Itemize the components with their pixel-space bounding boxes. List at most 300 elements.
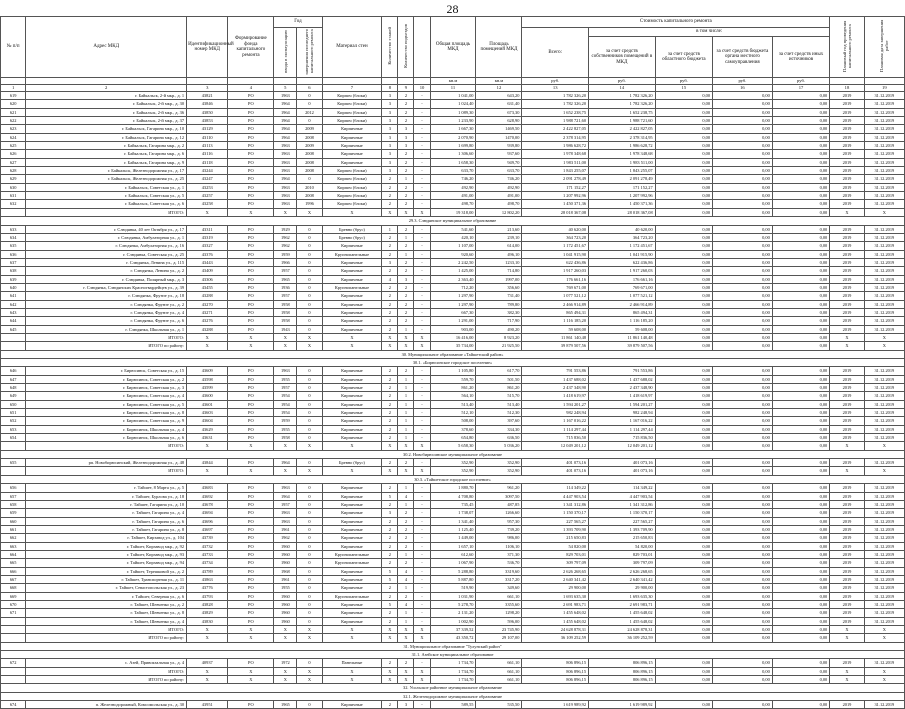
table-cell: X — [398, 208, 414, 216]
table-cell: - — [414, 484, 430, 492]
table-cell: Кирпичные — [322, 150, 382, 158]
table-cell: 1963 — [274, 158, 297, 166]
table-cell: 0 — [297, 275, 322, 283]
table-cell: 2019 — [830, 275, 864, 283]
table-cell: 0,00 — [772, 584, 829, 592]
table-cell: 1 782 326,20 — [589, 92, 656, 100]
table-cell: 1 — [398, 617, 414, 625]
table-cell: X — [830, 634, 864, 642]
table-cell: 28 018 367,08 — [522, 208, 589, 216]
table-cell: X — [830, 467, 864, 475]
table-cell: РО — [228, 308, 274, 316]
table-cell: г. Байкальск, Советская ул., д. 1 — [26, 183, 187, 191]
table-cell: 2019 — [830, 200, 864, 208]
table-row — [1, 183, 905, 191]
table-cell: 2 — [382, 484, 398, 492]
table-cell: 2 — [398, 308, 414, 316]
table-cell: 1 031,90 — [430, 592, 476, 600]
table-cell: 43257 — [187, 192, 228, 200]
table-cell: X — [382, 208, 398, 216]
table-cell: 0,00 — [713, 325, 773, 333]
table-cell: 420,10 — [430, 233, 476, 241]
table-cell: 0,00 — [713, 92, 773, 100]
table-cell: 2 — [398, 150, 414, 158]
table-cell: 2 378 314,95 — [589, 133, 656, 141]
table-cell: 31.12.2019 — [864, 575, 904, 583]
table-cell: 2019 — [830, 250, 864, 258]
table-cell: 43829 — [187, 609, 228, 617]
table-cell: Кирпичные — [322, 575, 382, 583]
table-cell: Кирпичные — [322, 517, 382, 525]
table-cell: - — [414, 100, 430, 108]
table-cell: 31.12.2019 — [864, 559, 904, 567]
table-cell: - — [414, 267, 430, 275]
table-cell: 2 — [382, 542, 398, 550]
total-row — [1, 342, 905, 350]
table-cell: 631,40 — [476, 100, 522, 108]
col-incl: в том числе: — [589, 28, 830, 37]
table-cell: 12 049 201,12 — [522, 442, 589, 450]
table-cell: 2019 — [830, 542, 864, 550]
table-cell: 40 620,00 — [522, 225, 589, 233]
table-cell: 31.12.2019 — [864, 250, 904, 258]
table-cell: п. Железнодорожный, Комсомольская ул., д. 30 — [26, 701, 187, 709]
table-cell: ИТОГО: — [26, 626, 187, 634]
table-cell: - — [414, 200, 430, 208]
table-cell: 0,00 — [713, 208, 773, 216]
table-cell: 43376 — [187, 250, 228, 258]
table-cell: РО — [228, 167, 274, 175]
table-cell: 619 — [1, 92, 26, 100]
table-cell: 4 447 903,54 — [589, 492, 656, 500]
table-cell: 43793 — [187, 592, 228, 600]
table-cell: 1 667,30 — [430, 125, 476, 133]
table-cell: 0,00 — [655, 559, 712, 567]
table-cell: 31.12.2019 — [864, 150, 904, 158]
table-cell: 501,50 — [476, 375, 522, 383]
table-cell: г. Бирюсинск, Советская ул., д. 5 — [26, 400, 187, 408]
table-row — [1, 525, 905, 533]
table-cell: 0,00 — [772, 208, 829, 216]
table-cell: 4 — [382, 275, 398, 283]
table-cell: РО — [228, 150, 274, 158]
table-cell: 1 114 297,44 — [522, 425, 589, 433]
table-cell: 630 — [1, 183, 26, 191]
table-cell: 0,00 — [772, 667, 829, 675]
table-cell: г. Байкальск, 2-й мкр., д. 36 — [26, 108, 187, 116]
table-cell: 0,00 — [772, 467, 829, 475]
table-cell: X — [297, 626, 322, 634]
table-cell: - — [414, 417, 430, 425]
table-cell: 731,40 — [476, 292, 522, 300]
table-cell: 31.12.2019 — [864, 283, 904, 291]
table-cell: РО — [228, 609, 274, 617]
table-cell: 1 880,70 — [430, 484, 476, 492]
table-cell: РО — [228, 400, 274, 408]
table-cell: 0,00 — [713, 250, 773, 258]
table-cell: 1963 — [274, 92, 297, 100]
table-cell: 0,00 — [713, 317, 773, 325]
total-row — [1, 626, 905, 634]
table-cell: 559,70 — [430, 375, 476, 383]
table-row — [1, 617, 905, 625]
table-cell: 646 — [1, 367, 26, 375]
table-cell: РО — [228, 233, 274, 241]
table-cell: 0,00 — [655, 417, 712, 425]
table-cell: Кирпичные — [322, 242, 382, 250]
table-cell: 40937 — [187, 659, 228, 667]
table-cell: 0,00 — [713, 434, 773, 442]
table-cell: 653 — [1, 425, 26, 433]
table-cell: 0 — [297, 242, 322, 250]
table-cell: 2 — [398, 117, 414, 125]
table-cell: 1 341,40 — [430, 517, 476, 525]
table-cell: 2 — [382, 375, 398, 383]
table-cell: 2019 — [830, 584, 864, 592]
table-cell: Кирпичные — [322, 142, 382, 150]
table-cell: Кирпичные — [322, 609, 382, 617]
table-cell: 0,00 — [713, 258, 773, 266]
table-cell: 617,70 — [476, 367, 522, 375]
table-cell: 0,00 — [655, 367, 712, 375]
table-row — [1, 701, 905, 709]
table-cell: 661,10 — [476, 659, 522, 667]
table-row — [1, 308, 905, 316]
table-cell: 2019 — [830, 242, 864, 250]
table-cell: X — [382, 333, 398, 341]
table-cell: 0,00 — [772, 183, 829, 191]
table-cell: 31.12.2019 — [864, 325, 904, 333]
table-cell: Кирпич (блоки) — [322, 192, 382, 200]
table-cell: РО — [228, 417, 274, 425]
table-cell: 0,00 — [713, 367, 773, 375]
table-cell: 309 797,09 — [589, 559, 656, 567]
table-cell: 3 — [382, 158, 398, 166]
table-cell: 622 436,86 — [522, 258, 589, 266]
table-cell: 43844 — [187, 459, 228, 467]
table-cell: 903,00 — [430, 325, 476, 333]
table-cell: 0,00 — [655, 300, 712, 308]
table-cell: 2 — [382, 592, 398, 600]
col-total-area: Общая площадь МКД — [430, 17, 476, 78]
table-cell: РО — [228, 325, 274, 333]
table-cell: X — [382, 342, 398, 350]
table-cell: 0,00 — [713, 192, 773, 200]
col-entrances: Количество подъездов — [398, 17, 414, 78]
table-cell: 8 923,20 — [476, 333, 522, 341]
table-cell: 2 — [382, 392, 398, 400]
table-cell: 621 — [1, 108, 26, 116]
table-cell: - — [414, 242, 430, 250]
table-cell: X — [228, 634, 274, 642]
table-cell: 1964 — [274, 117, 297, 125]
table-cell: 2 — [398, 559, 414, 567]
table-cell: 2012 — [297, 108, 322, 116]
table-cell: г. Бирюсинск, Советская ул., д. 8 — [26, 409, 187, 417]
table-cell: 2 — [398, 183, 414, 191]
section-label: 32. Усольское районное муниципальное образование — [1, 684, 905, 692]
table-cell: 829 703,01 — [522, 550, 589, 558]
column-number: 18 — [830, 85, 864, 92]
table-cell: г. Тайшет, Северная ул., д. 6 — [26, 592, 187, 600]
table-cell: 43319 — [187, 233, 228, 241]
table-cell: 789,80 — [476, 300, 522, 308]
table-cell: РО — [228, 367, 274, 375]
table-cell: 0 — [297, 283, 322, 291]
table-cell: 3 — [382, 92, 398, 100]
table-cell: X — [228, 626, 274, 634]
table-cell: 1957 — [274, 384, 297, 392]
table-cell: 1962 — [274, 534, 297, 542]
table-cell: 1 983 511,00 — [589, 158, 656, 166]
table-cell: 1960 — [274, 550, 297, 558]
table-cell: X — [274, 626, 297, 634]
table-cell: Кирпичные — [322, 133, 382, 141]
table-cell: 2019 — [830, 225, 864, 233]
table-cell: 1 024,40 — [430, 100, 476, 108]
table-cell: г. Байкальск, Советская ул., д. 5 — [26, 192, 187, 200]
table-cell: 31.12.2019 — [864, 417, 904, 425]
table-cell: 0,00 — [772, 117, 829, 125]
table-cell: 0,00 — [655, 500, 712, 508]
table-cell: 4 — [398, 575, 414, 583]
table-cell: - — [414, 559, 430, 567]
table-cell: X — [228, 442, 274, 450]
table-cell: 43846 — [187, 100, 228, 108]
table-cell: 0,00 — [772, 425, 829, 433]
table-cell: X — [830, 342, 864, 350]
table-row — [1, 150, 905, 158]
table-cell: 5 — [382, 492, 398, 500]
table-cell: 0,00 — [713, 617, 773, 625]
table-cell: РО — [228, 292, 274, 300]
column-numbers-row — [1, 85, 905, 92]
table-cell: 1 652 238,75 — [589, 108, 656, 116]
table-cell: 0,00 — [772, 492, 829, 500]
table-cell: 0,00 — [772, 250, 829, 258]
table-cell: 0 — [297, 92, 322, 100]
table-cell: 0,00 — [713, 609, 773, 617]
table-cell: 1 455 648,02 — [522, 617, 589, 625]
table-cell: 2019 — [830, 367, 864, 375]
table-cell: 536,70 — [476, 559, 522, 567]
table-cell: 31.12.2019 — [864, 509, 904, 517]
table-cell: 2 — [398, 525, 414, 533]
table-cell: 31.12.2019 — [864, 308, 904, 316]
table-cell: X — [398, 667, 414, 675]
table-cell: 31.12.2019 — [864, 125, 904, 133]
table-cell: Кирпичные — [322, 392, 382, 400]
table-cell: 2 — [382, 267, 398, 275]
table-cell: 43276 — [187, 317, 228, 325]
table-cell: 0,00 — [655, 667, 712, 675]
table-cell: 0,00 — [772, 509, 829, 517]
table-cell: 1 002,90 — [430, 617, 476, 625]
table-cell: 662 — [1, 534, 26, 542]
table-cell: 0,00 — [655, 467, 712, 475]
table-cell: Кирпичные — [322, 300, 382, 308]
table-cell: 2 — [382, 584, 398, 592]
table-cell: 5 288,80 — [430, 567, 476, 575]
table-cell: РО — [228, 200, 274, 208]
table-cell — [1, 467, 26, 475]
table-cell: - — [414, 250, 430, 258]
table-cell: 661,10 — [476, 667, 522, 675]
table-cell: X — [297, 442, 322, 450]
table-cell: 1 843 255,07 — [589, 167, 656, 175]
table-row — [1, 117, 905, 125]
table-cell: 1 986 628,72 — [589, 142, 656, 150]
table-cell: 31.12.2019 — [864, 133, 904, 141]
table-cell: 0,00 — [772, 133, 829, 141]
column-number: 2 — [26, 85, 187, 92]
table-cell: РО — [228, 584, 274, 592]
table-cell: 2 — [382, 325, 398, 333]
table-cell: - — [414, 525, 430, 533]
table-cell: РО — [228, 225, 274, 233]
table-cell: 2 — [382, 308, 398, 316]
table-cell: X — [864, 208, 904, 216]
table-cell: 43244 — [187, 167, 228, 175]
table-cell: РО — [228, 459, 274, 467]
table-cell: 43850 — [187, 108, 228, 116]
table-cell: Кирпичные — [322, 484, 382, 492]
table-cell: 628,90 — [476, 117, 522, 125]
table-cell: - — [414, 542, 430, 550]
table-cell: X — [297, 342, 322, 350]
table-cell: 658 — [1, 500, 26, 508]
table-cell: 0,00 — [772, 626, 829, 634]
table-cell: 1968 — [274, 567, 297, 575]
table-cell: 1 693 635,30 — [589, 592, 656, 600]
table-cell: 1958 — [274, 300, 297, 308]
table-cell: 0,00 — [713, 142, 773, 150]
table-cell: РО — [228, 125, 274, 133]
table-cell: X — [322, 626, 382, 634]
table-row — [1, 233, 905, 241]
table-cell: X — [414, 467, 430, 475]
table-cell: 0,00 — [772, 292, 829, 300]
table-cell: 2019 — [830, 142, 864, 150]
table-cell: 791 553,86 — [589, 367, 656, 375]
table-cell: Кирпичные — [322, 417, 382, 425]
table-cell: 43129 — [187, 125, 228, 133]
table-cell: 176 661,16 — [589, 275, 656, 283]
table-cell: 0,00 — [772, 142, 829, 150]
table-cell: 31.12.2019 — [864, 117, 904, 125]
table-cell: X — [228, 676, 274, 684]
section-label: 29.3. Слюдянское муниципальное образование — [1, 217, 905, 225]
table-cell: 769 671,00 — [589, 283, 656, 291]
table-cell: Бревно (брус) — [322, 459, 382, 467]
table-cell: 0,00 — [713, 484, 773, 492]
table-cell: 0,00 — [655, 600, 712, 608]
col-id: Идентификационный номер МКД — [187, 17, 228, 78]
table-cell: 0,00 — [713, 108, 773, 116]
table-cell: 2019 — [830, 283, 864, 291]
table-cell: 0,00 — [713, 333, 773, 341]
table-cell: 364 723,20 — [589, 233, 656, 241]
table-cell: Кирпичные — [322, 542, 382, 550]
table-cell — [1, 342, 26, 350]
table-cell: 1 917 260,03 — [589, 267, 656, 275]
table-cell: X — [228, 467, 274, 475]
table-cell: X — [414, 634, 430, 642]
table-cell: г. Тайшет, Севастопольская ул., д. 23 — [26, 584, 187, 592]
table-cell: 746,20 — [476, 175, 522, 183]
table-cell: 2 — [398, 167, 414, 175]
table-cell: 0,00 — [772, 400, 829, 408]
table-cell: 0,00 — [655, 409, 712, 417]
table-cell: 31.12.2019 — [864, 317, 904, 325]
table-cell: 1 986 628,72 — [522, 142, 589, 150]
table-cell: 0,00 — [772, 417, 829, 425]
table-cell: X — [322, 676, 382, 684]
table-cell: РО — [228, 258, 274, 266]
table-cell: 0,00 — [772, 409, 829, 417]
table-cell: 31.12.2019 — [864, 584, 904, 592]
table-cell: Кирпичные — [322, 258, 382, 266]
table-cell: 0,00 — [713, 183, 773, 191]
table-cell: 36 109 252,59 — [522, 634, 589, 642]
table-cell: 806 896,15 — [589, 667, 656, 675]
table-cell: 1957 — [274, 292, 297, 300]
section-row — [1, 642, 905, 650]
table-cell: 0,00 — [772, 592, 829, 600]
table-cell: 1964 — [274, 133, 297, 141]
table-cell: 334,30 — [476, 425, 522, 433]
table-cell: 1963 — [274, 150, 297, 158]
table-cell: 2 — [382, 175, 398, 183]
table-cell: 43270 — [187, 300, 228, 308]
table-cell: 1 983 511,00 — [522, 158, 589, 166]
table-cell: X — [297, 208, 322, 216]
table-cell: 2019 — [830, 258, 864, 266]
table-cell: ИТОГО по району: — [26, 676, 187, 684]
table-row — [1, 575, 905, 583]
table-cell — [1, 626, 26, 634]
table-header — [1, 17, 905, 92]
table-cell: X — [187, 676, 228, 684]
table-cell: 0,00 — [655, 333, 712, 341]
table-cell: 31.12.2019 — [864, 375, 904, 383]
table-cell: 43821 — [187, 92, 228, 100]
table-cell: 0,00 — [655, 509, 712, 517]
table-cell: 1 — [398, 400, 414, 408]
table-cell: 0,00 — [713, 634, 773, 642]
table-cell: 0 — [297, 525, 322, 533]
table-row — [1, 317, 905, 325]
table-cell: с. Азей, Привокзальная ул., д. 4 — [26, 659, 187, 667]
table-cell: 0,00 — [772, 550, 829, 558]
table-cell: 1 734,70 — [430, 667, 476, 675]
table-cell: 3317,20 — [476, 575, 522, 583]
table-cell: 1 114 297,44 — [589, 425, 656, 433]
table-cell: 668 — [1, 584, 26, 592]
table-cell: 43789 — [187, 567, 228, 575]
table-cell: 382,30 — [476, 308, 522, 316]
table-cell: 1 738,07 — [430, 509, 476, 517]
table-cell: 1 699,80 — [430, 142, 476, 150]
table-cell: 2 — [382, 183, 398, 191]
table-cell: 1936 — [274, 283, 297, 291]
table-cell: 2 — [382, 609, 398, 617]
table-cell: 0,00 — [713, 300, 773, 308]
table-cell: г. Слюдянка, Слюдянских Красногвардейцев ул., д. 39 — [26, 283, 187, 291]
table-cell: 0,00 — [713, 584, 773, 592]
unit-loc: руб. — [713, 78, 773, 85]
table-cell: 0,00 — [655, 242, 712, 250]
